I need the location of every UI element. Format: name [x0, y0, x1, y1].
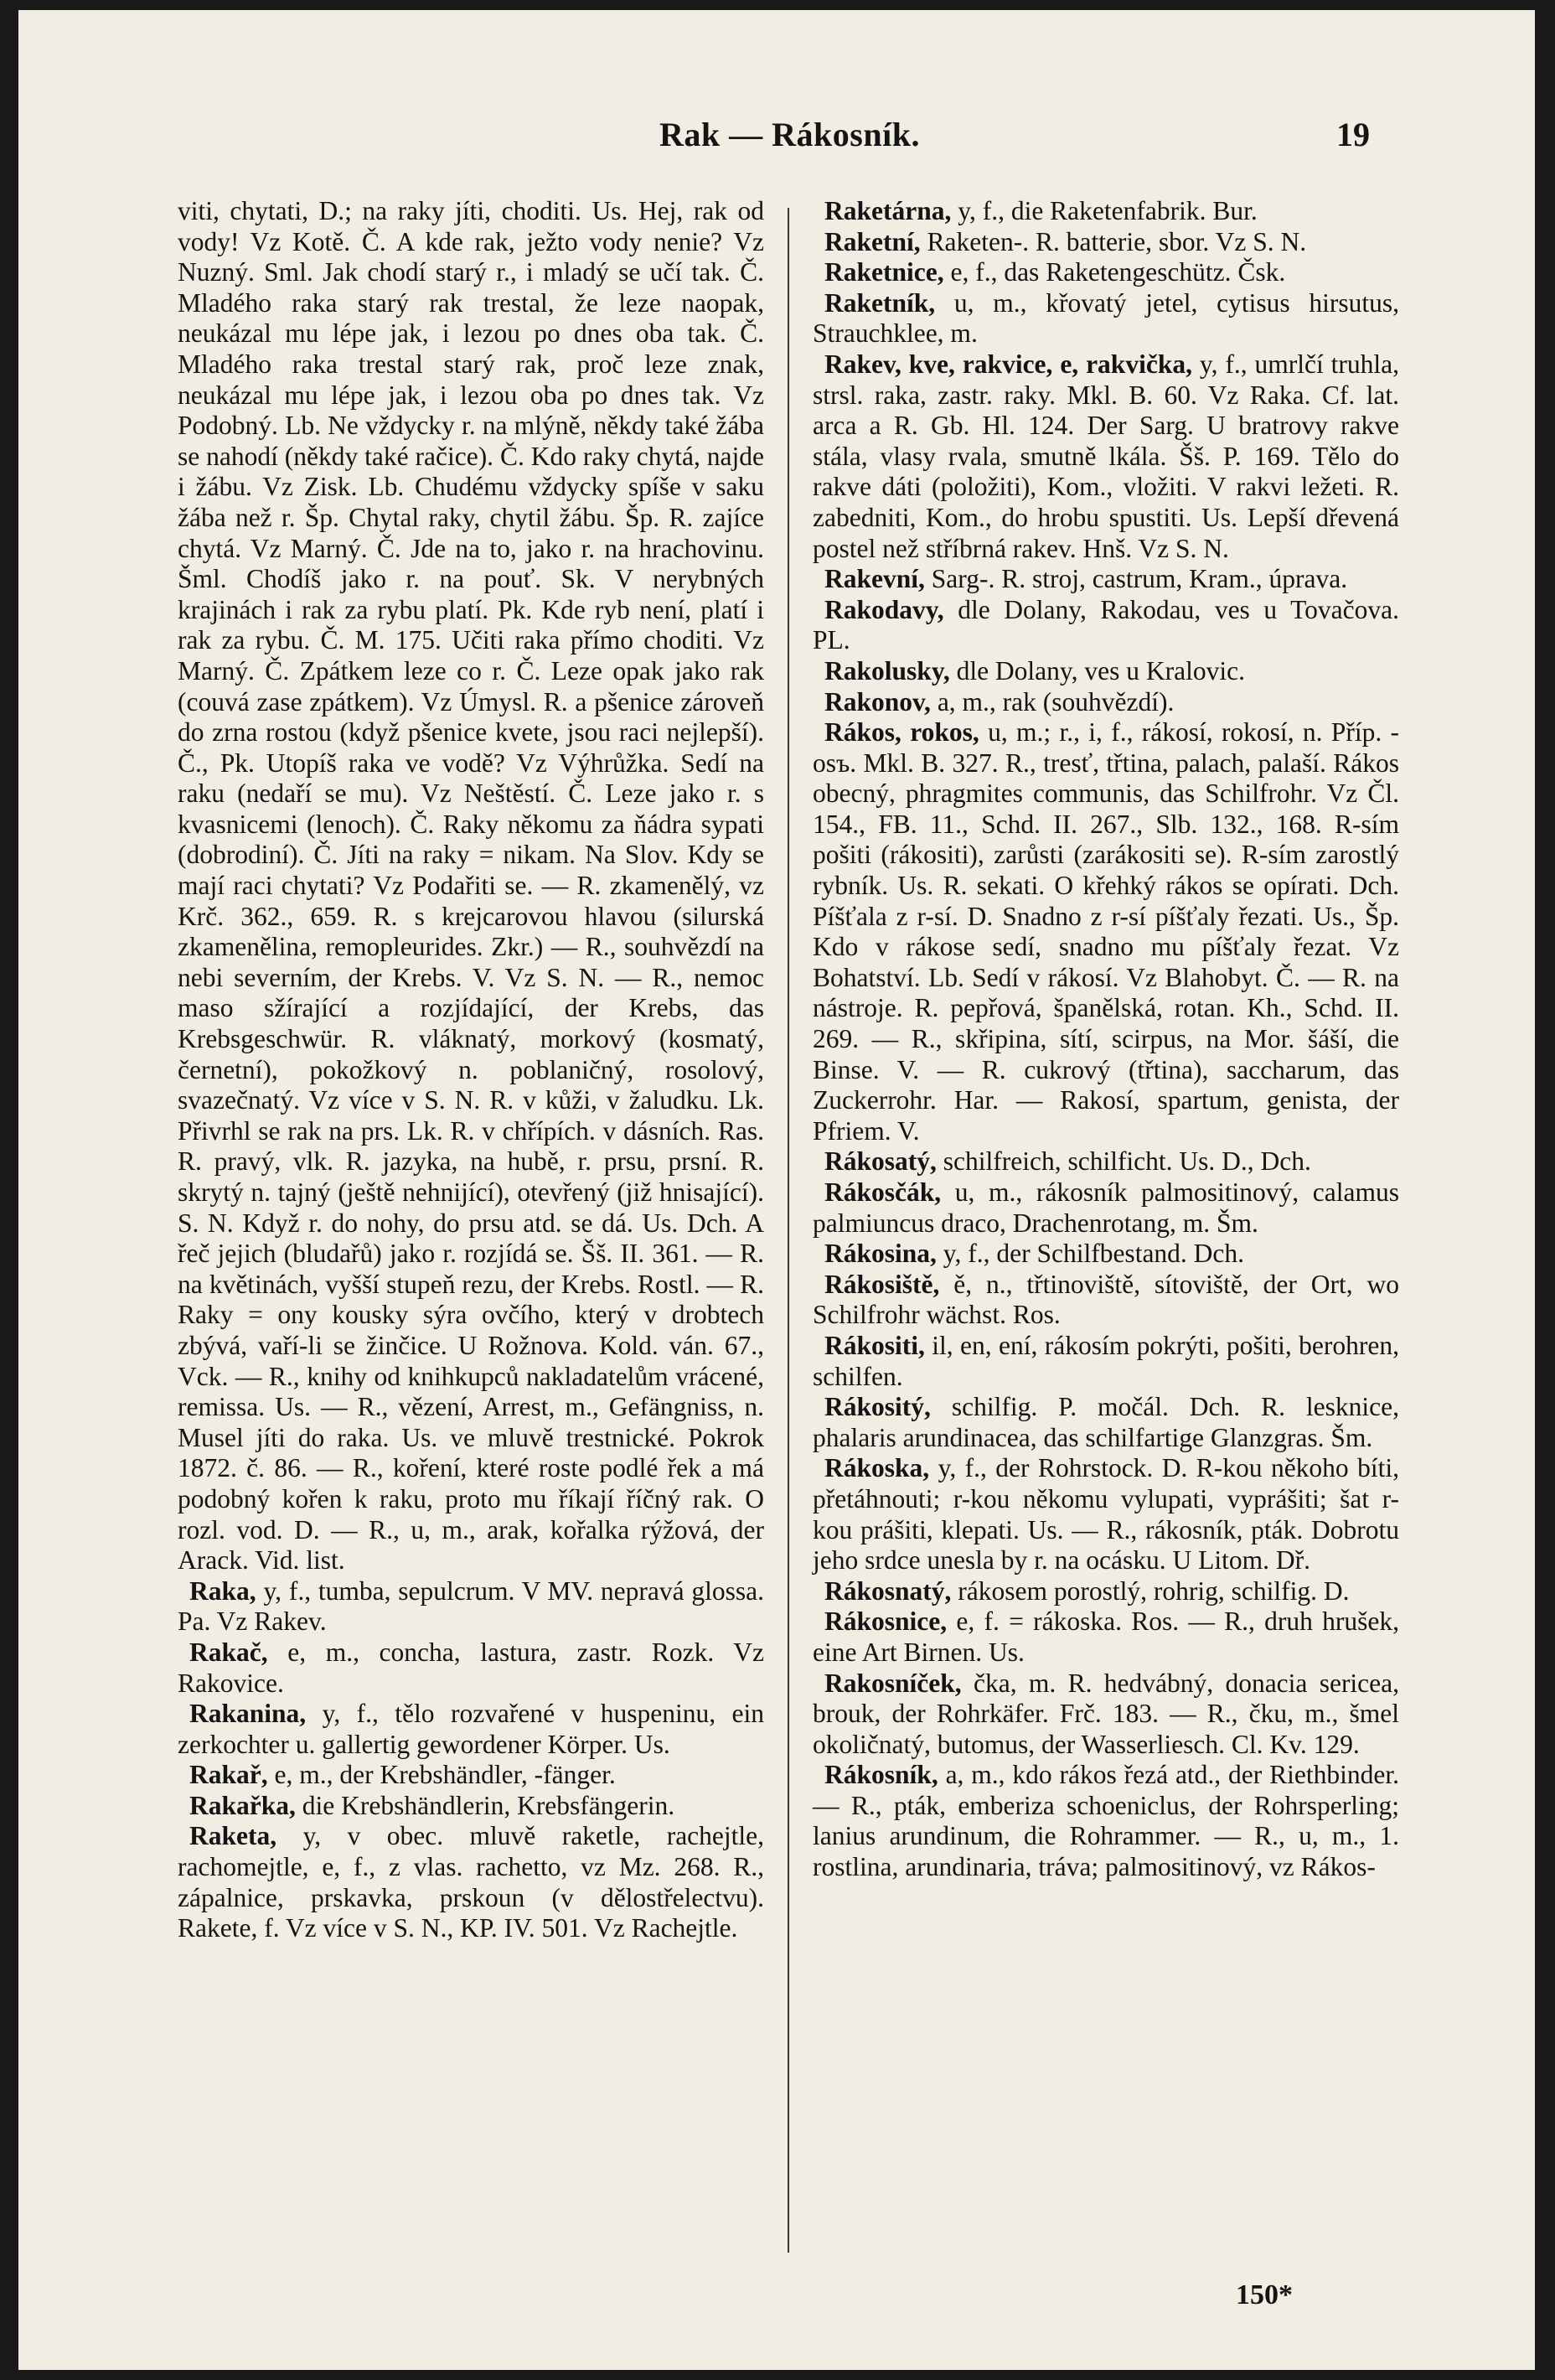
dictionary-page: [18, 10, 1535, 2370]
entry-raketni: [813, 227, 1399, 258]
entry-rakevni: [813, 564, 1399, 595]
entry-rakarka: [178, 1791, 764, 1822]
headword: Rakodavy,: [824, 594, 944, 624]
entry-rakoscak: [813, 1177, 1399, 1239]
headword: Raketní,: [824, 226, 921, 256]
headword: Rákositý,: [824, 1392, 931, 1422]
entry-text: il, en, ení, rákosím pokrýti, pošiti, berohren, schilfen.: [813, 1330, 1399, 1391]
headword: Rakanina,: [189, 1699, 307, 1729]
entry-rakodavy: [813, 595, 1399, 656]
entry-text: y, f., die Raketenfabrik. Bur.: [958, 196, 1258, 225]
entry-continuation: viti, chytati, D.; na raky jíti, choditi. Us. Hej, rak od vody! Vz Kotě. Č. A kde rak, ježto vody nenie? Vz Nuzný. Sml. Jak chodí starý r., i mladý se učí tak. Č. Mladého raka starý rak trestal, že leze naopak, neukázal mu lépe jak, i lezou po dnes oba tak. Č. Mladého raka trestal starý rak, proč leze znak, neukázal mu lépe jak, i lezou oba po dnes tak. Vz Podobný. Lb. Ne vždycky r. na mlýně, někdy také žába se nahodí (někdy také račice). Č. Kdo raky chytá, najde i žábu. Vz Zisk. Lb. Chudému vždycky spíše v saku žába než r. Šp. Chytal raky, chytil žábu. Šp. R. zajíce chytá. Vz Marný. Č. Jde na to, jako r. na hrachovinu. Šml. Chodíš jako r. na pouť. Sk. V nerybných krajinách i rak za rybu platí. Pk. Kde ryb není, platí i rak za rybu. Č. M. 175. Učiti raka přímo choditi. Vz Marný. Č. Zpátkem leze co r. Č. Leze opak jako rak (couvá zase zpátkem). Vz Úmysl. R. a pšenice zároveň do zrna rostou (když pšenice kvete, jsou raci nejlepší). Č., Pk. Utopíš raka ve vodě? Vz Výhrůžka. Sedí na raku (nedaří se mu). Vz Neštěstí. Č. Leze jako r. s kvasnicemi (lenoch). Č. Raky někomu za ňádra sypati (dobrodiní). Č. Jíti na raky = nikam. Na Slov. Kdy se mají raci chytati? Vz Podařiti se. — R. zkamenělý, vz Krč. 362., 659. R. s krejcarovou hlavou (silurská zkamenělina, remopleurides. Zkr.) — R., souhvězdí na nebi severním, der Krebs. V. Vz S. N. — R., nemoc maso sžírající a rozjídající, der Krebs, das Krebsgeschwür. R. vláknatý, morkový (kosmatý, černetní), pokožkový n. poblaničný, rosolový, svazečnatý. Vz více v S. N. R. v kůži, v žaludku. Lk. Přivrhl se rak na prs. Lk. R. v chřípích. v dásních. Ras. R. pravý, vlk. R. jazyka, na hubě, r. prsu, prsní. R. skrytý n. tajný (ještě nehnijící), otevřený (již hnisající). S. N. Když r. do nohy, do prsu atd. se dá. Us. Dch. A řeč jejich (bludařů) jako r. rozjídá se. Šš. II. 361. — R. na květinách, vyšší stupeň rezu, der Krebs. Rostl. — R. Raky = ony kousky sýra ovčího, který v drobtech zbývá, vaří-li se žinčice. U Rožnova. Kold. ván. 67., Vck. — R., knihy od knihkupců nakladatelům vrácené, remissa. Us. — R., vězení, Arrest, m., Gefängniss, n. Musel jíti do raka. Us. ve mluvě trestnické. Pokrok 1872. č. 86. — R., koření, které roste podlé řek a má podobný kořen k raku, proto mu říkají říčný rak. O rozl. vod. D. — R., u, m., arak, kořalka rýžová, der Arack. Vid. list.: [178, 196, 764, 1575]
entry-text: y, f., tumba, sepulcrum. V MV. nepravá glossa. Pa. Vz Rakev.: [178, 1575, 764, 1637]
entry-rakosaty: [813, 1146, 1399, 1177]
entry-text: schilfreich, schilficht. Us. D., Dch.: [943, 1146, 1311, 1177]
headword: Rákos, rokos,: [824, 717, 979, 748]
entry-text: die Krebshändlerin, Krebsfängerin.: [302, 1790, 675, 1820]
page-title: Rak — Rákosník.: [659, 116, 920, 153]
entry-rakac: [178, 1638, 764, 1699]
entry-rakos: [813, 717, 1399, 1146]
entry-raka: [178, 1576, 764, 1638]
entry-text: Sarg-. R. stroj, castrum, Kram., úprava.: [931, 564, 1348, 594]
entry-text: u, m., rákosník palmositinový, calamus palmiuncus draco, Drachenrotang, m. Šm.: [813, 1177, 1400, 1238]
entry-text: schilfig. P. močál. Dch. R. lesknice, phalaris arundinacea, das schilfartige Glanzgras. Šm.: [813, 1392, 1399, 1452]
headword: Raka,: [189, 1575, 256, 1606]
headword: Raketnice,: [824, 257, 944, 287]
entry-text: y, f., der Schilfbestand. Dch.: [943, 1239, 1245, 1269]
entry-text: dle Dolany, ves u Kralovic.: [956, 655, 1245, 686]
running-header: [18, 115, 1535, 165]
page-number: 19: [1336, 116, 1370, 153]
entry-rakanina: [178, 1699, 764, 1760]
entry-text: Raketen-. R. batterie, sbor. Vz S. N.: [927, 226, 1307, 256]
entry-text: y, f., umrlčí truhla, strsl. raka, zastr. raky. Mkl. B. 60. Vz Raka. Cf. lat. arca a R. Gb. Hl. 124. Der Sarg. U bratrovy rakve stála, vlasy rvala, smutně lkála. Šš. P. 169. Tělo do rakve dáti (položiti), Kom., vložiti. V rakvi ležeti. R. zabedniti, Kom., do hrobu spustiti. Us. Lepší dřevená postel než stříbrná rakev. Hnš. Vz S. N.: [813, 349, 1399, 563]
headword: Rakolusky,: [824, 655, 950, 686]
headword: Rákositi,: [824, 1330, 925, 1360]
headword: Rákosnice,: [824, 1606, 948, 1637]
entry-rakositi: [813, 1331, 1399, 1392]
entry-text: rákosem porostlý, rohrig, schilfig. D.: [958, 1575, 1350, 1606]
entry-text: e, f. = rákoska. Ros. — R., druh hrušek, eine Art Birnen. Us.: [813, 1606, 1400, 1667]
entry-text: u, m.; r., i, f., rákosí, rokosí, n. Příp. -osъ. Mkl. B. 327. R., tresť, třtina, palach, palaší. Rákos obecný, phragmites communis, das Schilfrohr. Vz Čl. 154., FB. 11., Schd. II. 267., Slb. 132., 168. R-sím pošiti (rákositi), zarůsti (zarákositi se). R-sím zarostlý rybník. Us. R. sekati. O křehký rákos se opírati. Dch. Píšťala z r-sí. D. Snadno z r-sí píšťaly řezati. Us., Šp. Kdo v rákose sedí, snadno mu píšťaly řezat. Vz Bohatství. Lb. Sedí v rákosí. Vz Blahobyt. Č. — R. na nástroje. R. pepřová, španělská, rotan. Kh., Schd. II. 269. — R., skřipina, sítí, scirpus, na Mor. šáší, die Binse. V. — R. cukrový (třtina), saccharum, das Zuckerrohr. Har. — Rakosí, spartum, genista, der Pfriem. V.: [813, 717, 1399, 1146]
right-column: [813, 196, 1399, 1883]
headword: Raketárna,: [824, 196, 952, 225]
headword: Rákosnatý,: [824, 1575, 952, 1606]
entry-rakosity: [813, 1392, 1399, 1453]
headword: Rákosina,: [824, 1239, 937, 1269]
entry-rakolusky: [813, 656, 1399, 687]
entry-text: y, f., der Rohrstock. D. R-kou někoho bíti, přetáhnouti; r-kou někomu vylupati, vyprášiti; šat r-kou prášiti, klepati. Us. — R., rákosník, pták. Dobrotu jeho srdce unesla by r. na ocásku. U Litom. Dř.: [813, 1453, 1399, 1575]
headword: Raketník,: [824, 287, 936, 318]
entry-raketnice: [813, 257, 1399, 288]
entry-text: dle Dolany, Rakodau, ves u Tovačova. PL.: [813, 594, 1399, 655]
headword: Rákosník,: [824, 1760, 938, 1790]
entry-rakosina: [813, 1239, 1399, 1270]
entry-rakev: [813, 349, 1399, 564]
signature-mark: 150*: [1236, 2279, 1293, 2310]
headword: Rakonov,: [824, 686, 931, 717]
column-divider: [788, 208, 789, 2253]
entry-text: e, m., der Krebshändler, -fänger.: [274, 1760, 616, 1790]
entry-rakosiste: [813, 1270, 1399, 1331]
entry-text: a, m., kdo rákos řezá atd., der Riethbinder. — R., pták, emberiza schoeniclus, der Rohrsperling; lanius arundinum, die Rohrammer. — R., u, m., 1. rostlina, arundinaria, tráva; palmositinový, vz Rákos-: [813, 1760, 1399, 1882]
headword: Rákosiště,: [824, 1269, 940, 1299]
entry-text: a, m., rak (souhvězdí).: [937, 686, 1175, 717]
entry-text: y, v obec. mluvě raketle, rachejtle, rachomejtle, e, f., z vlas. rachetto, vz Mz. 268. R., zápalnice, prskavka, prskoun (v dělostřelectvu). Rakete, f. Vz více v S. N., KP. IV. 501. Vz Rachejtle.: [178, 1821, 764, 1943]
headword: Rakař,: [189, 1760, 268, 1790]
entry-text: čka, m. R. hedvábný, donacia sericea, brouk, der Rohrkäfer. Frč. 183. — R., čku, m., šmel okoličnatý, butomus, der Wasserliesch. Cl. Kv. 129.: [813, 1668, 1400, 1759]
entry-text: ě, n., třtinoviště, sítoviště, der Ort, wo Schilfrohr wächst. Ros.: [813, 1269, 1400, 1330]
entry-raketnik: [813, 288, 1399, 349]
entry-rakoska: [813, 1453, 1399, 1575]
headword: Rákosčák,: [824, 1177, 942, 1207]
left-column: [178, 196, 764, 1944]
headword: Rákosatý,: [824, 1146, 937, 1177]
entry-raketarna: [813, 196, 1399, 227]
entry-rakosnice: [813, 1606, 1399, 1668]
entry-raketa: [178, 1821, 764, 1943]
entry-rakar: [178, 1760, 764, 1791]
headword: Rakařka,: [189, 1790, 296, 1820]
entry-text: e, f., das Raketengeschütz. Čsk.: [950, 257, 1286, 287]
entry-text: y, f., tělo rozvařené v huspeninu, ein zerkochter u. gallertig gewordener Körper. Us.: [178, 1699, 765, 1759]
headword: Rakevní,: [824, 564, 925, 594]
headword: Rakosníček,: [824, 1668, 962, 1698]
entry-text: e, m., concha, lastura, zastr. Rozk. Vz Rakovice.: [178, 1637, 764, 1698]
headword: Rakev, kve, rakvice, e, rakvička,: [824, 349, 1192, 379]
headword: Rakač,: [189, 1637, 268, 1667]
headword: Raketa,: [189, 1821, 277, 1851]
entry-rakosnicek: [813, 1669, 1399, 1761]
entry-text: u, m., křovatý jetel, cytisus hirsutus, Strauchklee, m.: [813, 287, 1399, 349]
headword: Rákoska,: [824, 1453, 930, 1483]
entry-rakosnik: [813, 1760, 1399, 1882]
entry-rakonov: [813, 687, 1399, 718]
entry-rakosnaty: [813, 1576, 1399, 1607]
